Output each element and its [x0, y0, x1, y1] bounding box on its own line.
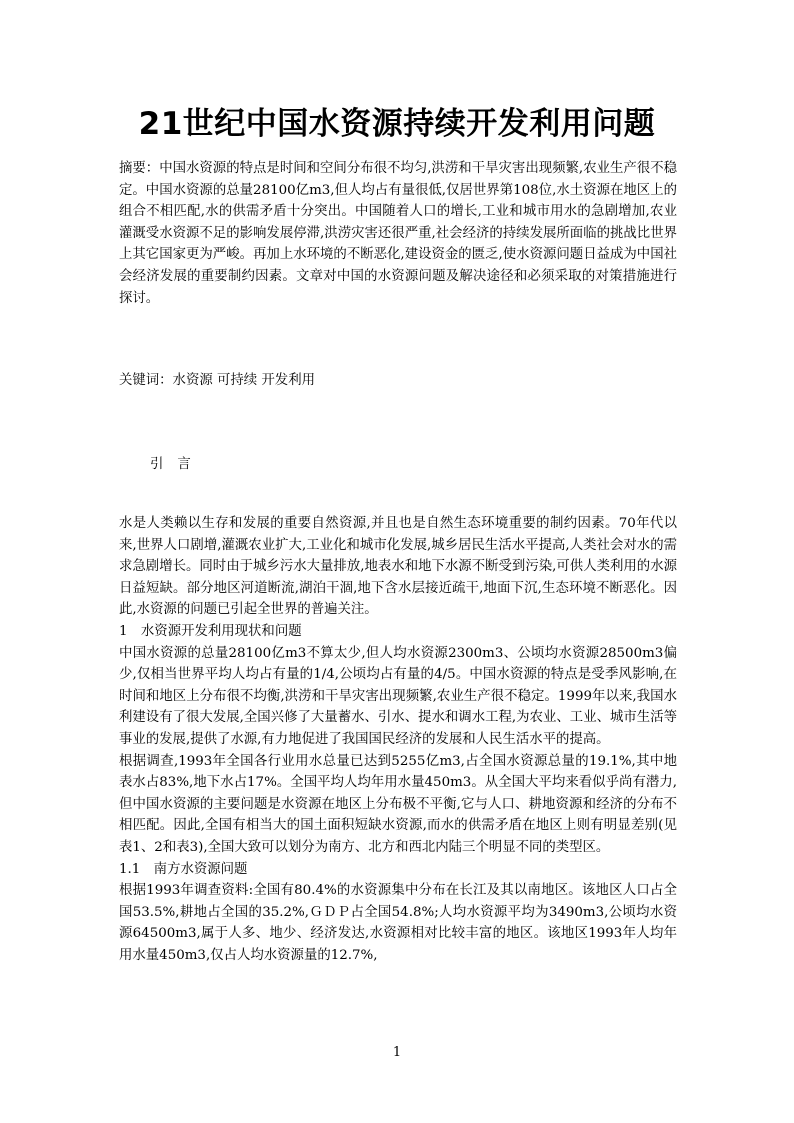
section-1-1-heading: 1.1 南方水资源问题: [119, 861, 248, 877]
section-1-paragraph-1: 中国水资源的总量28100亿m3不算太少,但人均水资源2300m3、公顷均水资源28500m3偏少,仅相当世界平均人均占有量的1/4,公顷均占有量的4/5。中国水资源的特点是受季风影响,在时间和地区上分布很不均衡,洪涝和干旱灾害出现频繁,农业生产很不稳定。1999年以来,我国水利建设有了很大发展,全国兴修了大量蓄水、引水、提水和调水工程,为农业、工业、城市生活等事业的发展,提供了水源,有力地促进了我国国民经济的发展和人民生活水平的提高。: [119, 645, 677, 747]
keywords-line: 关键词：水资源 可持续 开发利用: [119, 373, 315, 388]
intro-paragraph: 水是人类赖以生存和发展的重要自然资源,并且也是自然生态环境重要的制约因素。70年代以来,世界人口剧增,灌溉农业扩大,工业化和城市化发展,城乡居民生活水平提高,人类社会对水的需求急剧增长。同时由于城乡污水大量排放,地表水和地下水源不断受到污染,可供人类利用的水源日益短缺。部分地区河道断流,湖泊干涸,地下含水层接近疏干,地面下沉,生态环境不断恶化。因此,水资源的问题已引起全世界的普遍关注。: [119, 516, 677, 618]
document-title: 21世纪中国水资源持续开发利用问题: [138, 106, 656, 142]
section-1-1-paragraph: 根据1993年调查资料:全国有80.4%的水资源集中分布在长江及其以南地区。该地区人口占全国53.5%,耕地占全国的35.2%,ＧＤＰ占全国54.8%;人均水资源平均为3490m3,公顷均水资源64500m3,属于人多、地少、经济发达,水资源相对比较丰富的地区。该地区1993年人均年用水量450m3,仅占人均水资源量的12.7%,: [119, 883, 677, 963]
body-text: [119, 513, 677, 966]
intro-heading: 引言: [150, 457, 205, 472]
abstract-paragraph: 摘要：中国水资源的特点是时间和空间分布很不均匀,洪涝和干旱灾害出现频繁,农业生产很不稳定。中国水资源的总量28100亿m3,但人均占有量很低,仅居世界第108位,水土资源在地区上的组合不相匹配,水的供需矛盾十分突出。中国随着人口的增长,工业和城市用水的急剧增加,农业灌溉受水资源不足的影响发展停滞,洪涝灾害还很严重,社会经济的持续发展所面临的挑战比世界上其它国家更为严峻。再加上水环境的不断恶化,建设资金的匮乏,使水资源问题日益成为中国社会经济发展的重要制约因素。文章对中国的水资源问题及解决途径和必须采取的对策措施进行探讨。: [119, 161, 677, 306]
section-1-paragraph-2: 根据调查,1993年全国各行业用水总量已达到5255亿m3,占全国水资源总量的19.1%,其中地表水占83%,地下水占17%。全国平均人均年用水量450m3。从全国大平均来看似乎尚有潜力,但中国水资源的主要问题是水资源在地区上分布极不平衡,它与人口、耕地资源和经济的分布不相匹配。因此,全国有相当大的国土面积短缺水资源,而水的供需矛盾在地区上则有明显差别(见表1、2和表3),全国大致可以划分为南方、北方和西北内陆三个明显不同的类型区。: [119, 753, 677, 855]
page-number: 1: [392, 1045, 402, 1060]
section-1-heading: 1 水资源开发利用现状和问题: [119, 623, 302, 639]
